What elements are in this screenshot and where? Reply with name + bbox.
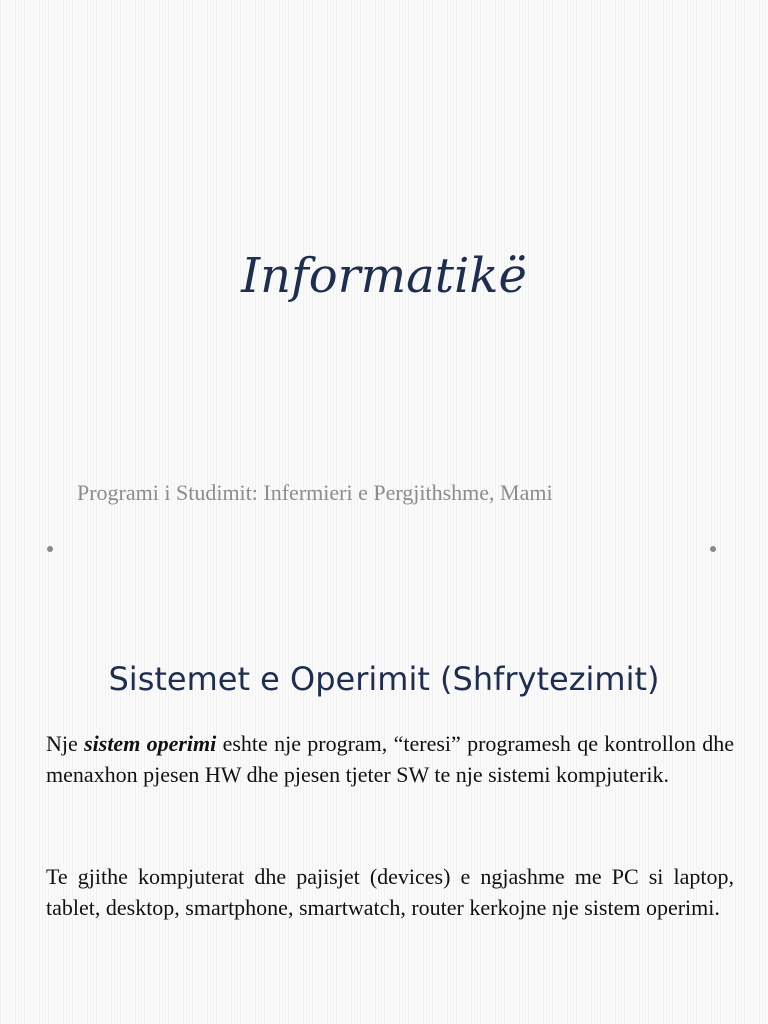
- content-slide: [0, 600, 768, 1024]
- paragraph-rest: eshte nje program, “teresi” programesh qe kontrollon dhe menaxhon pjesen HW dhe pjesen tjeter SW te nje sistemi kompjuterik.: [46, 731, 735, 787]
- paragraph-lead: Nje: [46, 731, 85, 756]
- definition-paragraph: [46, 728, 734, 790]
- slide-subtitle: Programi i Studimit: Infermieri e Pergjithshme, Mami: [77, 480, 553, 505]
- devices-paragraph: Te gjithe kompjuterat dhe pajisjet (devices) e ngjashme me PC si laptop, tablet, desktop, smartphone, smartwatch, router kerkojne nje sistem operimi.: [46, 864, 734, 920]
- slide-heading: Sistemet e Operimit (Shfrytezimit): [108, 660, 660, 698]
- bullet-dot-icon: [47, 546, 53, 552]
- bullet-dot-icon: [710, 546, 716, 552]
- slide-title: Informatikë: [241, 248, 527, 304]
- emphasized-term: sistem operimi: [84, 731, 217, 756]
